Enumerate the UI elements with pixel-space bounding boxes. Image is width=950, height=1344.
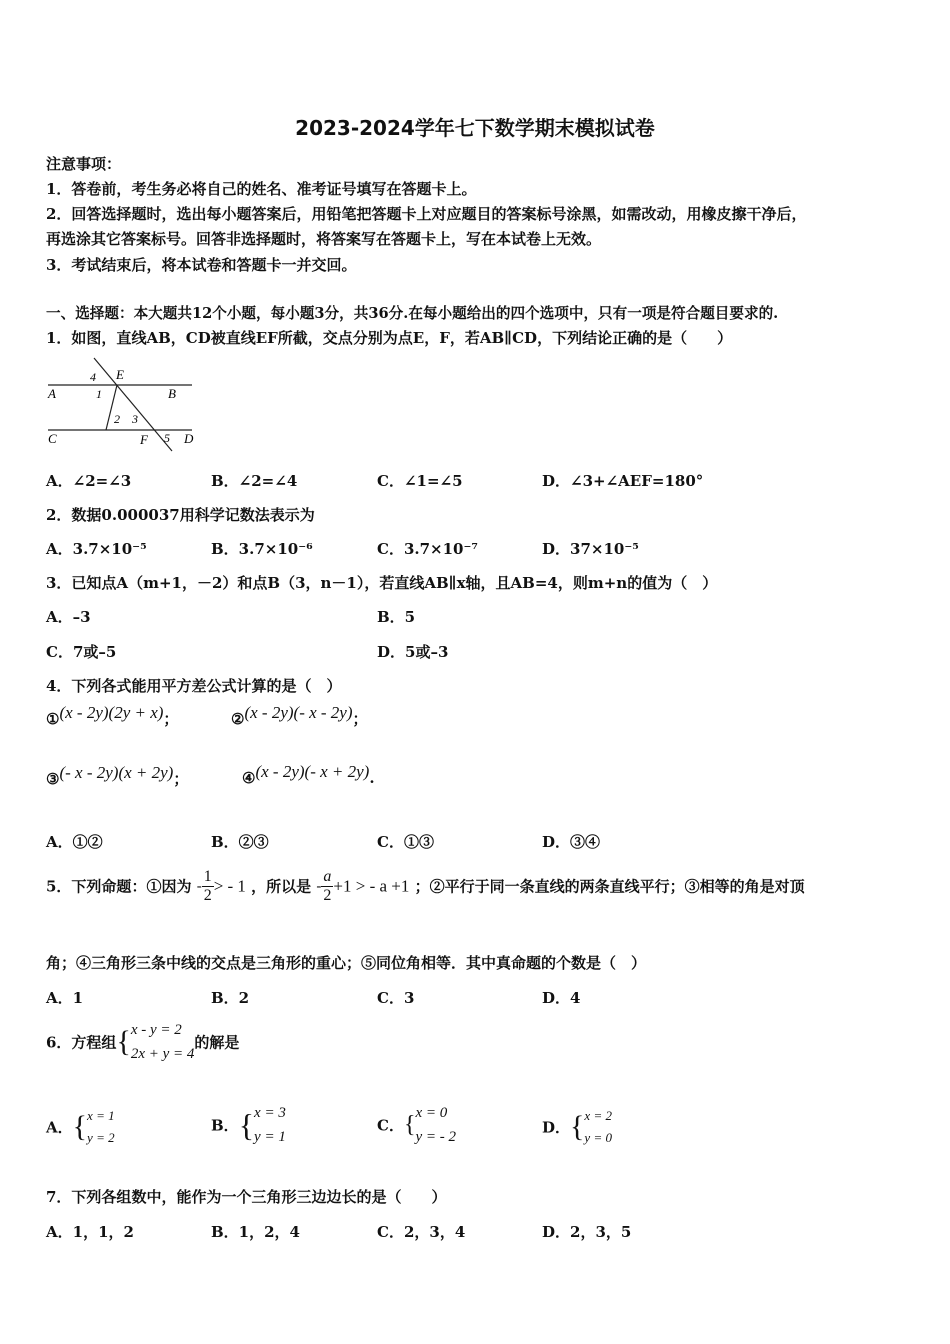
q6-stem: 6．方程组{ x - y = 2 2x + y = 4 的解是 [46,1018,239,1066]
label-3: 3 [132,412,138,426]
q2-option-a[interactable]: A．3.7×10⁻⁵ [46,540,147,558]
q4-item-4-num: ④ [242,769,256,787]
q1-stem: 1．如图，直线AB，CD被直线EF所截，交点分别为点E，F，若AB∥CD，下列结论正确的是（ ） [46,329,733,347]
q1-option-b[interactable]: B．∠2=∠4 [211,472,298,490]
q4-item-1-expr: (x - 2y)(2y + x) [59,703,164,722]
label-b: B [168,386,176,401]
page-title: 2023-2024学年七下数学期末模拟试卷 [295,116,655,140]
q4-option-a[interactable]: A．①② [46,833,103,851]
line-ef [94,358,172,451]
q5-line-1: 5．下列命题：①因为 - $\frac{1}{2}$ > - 1 ，所以是 - $\frac{a}{2}$ +1 > - a +1 ；②平行于同一条直线的两条直线平行；③相等的角是对顶 [46,868,805,904]
q2-option-c[interactable]: C．3.7×10⁻⁷ [377,540,478,558]
q3-option-c[interactable]: C．7或–5 [46,643,117,661]
q2-stem: 2．数据0.000037用科学记数法表示为 [46,506,315,524]
section-header: 一、选择题：本大题共12个小题，每小题3分，共36分.在每小题给出的四个选项中，只有一项是符合题目要求的. [46,305,779,322]
q4-item-1 [46,703,179,729]
q5-frac-2: $\frac{a}{2}$ [323,868,332,904]
q1-option-d[interactable]: D．∠3+∠AEF=180° [542,472,704,490]
q2-option-d[interactable]: D．37×10⁻⁵ [542,540,639,558]
notice-item-1: 1．答卷前，考生务必将自己的姓名、准考证号填写在答题卡上。 [46,180,477,198]
q4-item-4-end: . [369,769,375,787]
q4-item-3-num: ③ [46,770,60,788]
label-f: F [140,432,148,447]
q4-stem: 4．下列各式能用平方差公式计算的是（ ） [46,677,342,695]
q3-stem: 3．已知点A（m+1，－2）和点B（3，n－1），若直线AB∥x轴，且AB=4，则m+n的值为（ ） [46,574,718,592]
q5-frac-1: $\frac{1}{2}$ [203,868,212,904]
q7-option-d[interactable]: D．2，3，5 [542,1223,632,1241]
notice-heading: 注意事项： [46,155,122,173]
q4-item-2-num: ② [231,710,245,728]
label-a: A [48,386,56,401]
q3-option-b[interactable]: B．5 [377,608,416,626]
q4-item-2-end: ； [352,710,368,728]
q4-item-2-expr: (x - 2y)(- x - 2y) [244,703,353,722]
label-1: 1 [96,387,102,401]
q3-option-d[interactable]: D．5或–3 [377,643,449,661]
q4-item-4 [242,762,375,788]
q6-option-a[interactable]: A．{ x = 1 y = 2 [46,1108,115,1145]
q7-option-a[interactable]: A．1，1，2 [46,1223,134,1241]
q6-option-c[interactable]: C．{ x = 0 y = - 2 [377,1105,457,1145]
label-5: 5 [164,431,170,445]
q2-option-b[interactable]: B．3.7×10⁻⁶ [211,540,313,558]
q4-item-2 [231,703,368,729]
q6-option-d[interactable]: D．{ x = 2 y = 0 [542,1108,612,1145]
q6-system: x - y = 2 2x + y = 4 [130,1022,195,1062]
q5-option-b[interactable]: B．2 [211,989,250,1007]
q4-option-b[interactable]: B．②③ [211,833,269,851]
notice-item-3: 3．考试结束后，将本试卷和答题卡一并交回。 [46,256,357,274]
label-c: C [48,431,57,446]
q6-brace: { [116,1025,131,1058]
notice-item-2: 2．回答选择题时，选出每小题答案后，用铅笔把答题卡上对应题目的答案标号涂黑，如需改动，用橡皮擦干净后， [46,205,807,223]
q1-figure [44,356,204,456]
q4-item-3 [46,763,189,789]
q5-option-a[interactable]: A．1 [46,989,84,1007]
q7-option-c[interactable]: C．2，3，4 [377,1223,466,1241]
q4-item-1-end: ； [163,710,179,728]
q4-item-3-end: ； [173,770,189,788]
q4-option-d[interactable]: D．③④ [542,833,601,851]
q4-item-3-expr: (- x - 2y)(x + 2y) [59,763,174,782]
q5-option-c[interactable]: C．3 [377,989,415,1007]
q7-stem: 7．下列各组数中，能作为一个三角形三边边长的是（ ） [46,1188,447,1206]
q4-option-c[interactable]: C．①③ [377,833,434,851]
q6-option-b[interactable]: B．{ x = 3 y = 1 [211,1105,286,1145]
label-2: 2 [114,412,120,426]
label-4: 4 [90,370,96,384]
notice-item-2-cont: 再选涂其它答案标号。回答非选择题时，将答案写在答题卡上，写在本试卷上无效。 [46,230,602,248]
q1-option-a[interactable]: A．∠2=∠3 [46,472,132,490]
label-e: E [116,367,124,382]
q5-option-d[interactable]: D．4 [542,989,581,1007]
q5-line-2: 角；④三角形三条中线的交点是三角形的重心；⑤同位角相等．其中真命题的个数是（ ） [46,954,647,972]
q4-item-1-num: ① [46,710,60,728]
label-d: D [184,431,194,446]
q3-option-a[interactable]: A．–3 [46,608,91,626]
q7-option-b[interactable]: B．1，2，4 [211,1223,300,1241]
q1-option-c[interactable]: C．∠1=∠5 [377,472,463,490]
q4-item-4-expr: (x - 2y)(- x + 2y) [255,762,370,781]
